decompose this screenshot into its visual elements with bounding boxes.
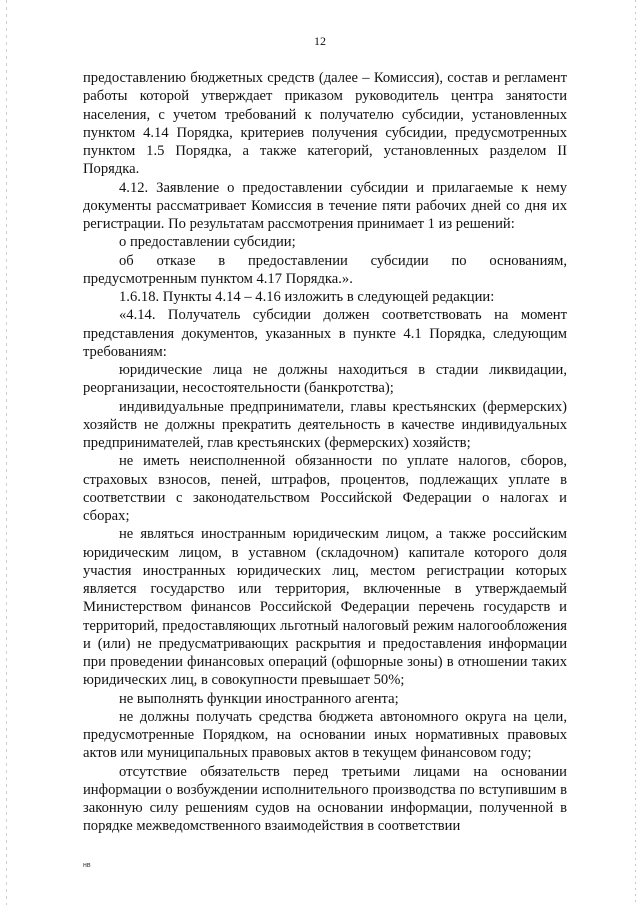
paragraph: предоставлению бюджетных средств (далее – Комиссия), состав и регламент работы которой утверждает приказом руководитель центра занятости населения, с учетом требований к получателю субсидии, установленных пунктом 4.14 Порядка, критериев получения субсидии, предусмотренных пунктом 1.5 Порядка, а также категорий, установленных разделом II Порядка. [83, 70, 567, 178]
paragraph: не должны получать средства бюджета автономного округа на цели, предусмотренные Порядком, на основании иных нормативных правовых актов или муниципальных правовых актов в текущем финансовом году; [83, 708, 567, 762]
document-body [83, 69, 567, 836]
paragraph: юридические лица не должны находиться в стадии ликвидации, реорганизации, несостоятельности (банкротства); [83, 362, 567, 397]
paragraph: не выполнять функции иностранного агента; [119, 690, 399, 707]
paragraph: индивидуальные предприниматели, главы крестьянских (фермерских) хозяйств не должны прекратить деятельность в качестве индивидуальных предпринимателей, глав крестьянских (фермерских) хозяйств; [83, 398, 567, 451]
paragraph: о предоставлении субсидии; [119, 234, 296, 251]
paragraph: 4.12. Заявление о предоставлении субсидии и прилагаемые к нему документы рассматривает Комиссия в течение пяти рабочих дней со дня их регистрации. По результатам рассмотрения принимает 1 из решений: [83, 179, 567, 232]
paragraph: не являться иностранным юридическим лицом, а также российским юридическим лицом, в уставном (складочном) капитале которого доля участия иностранных юридических лиц, местом регистрации которых является государство или территория, включенные в утверждаемый Министерством финансов Российской Федерации перечень государств и территорий, предоставляющих льготный налоговый режим налогообложения и (или) не предусматривающих раскрытия и предоставления информации при проведении финансовых операций (офшорные зоны) в отношении таких юридических лиц, в совокупности превышает 50%; [83, 526, 567, 689]
paragraph: «4.14. Получатель субсидии должен соответствовать на момент представления документов, указанных в пункте 4.1 Порядка, следующим требованиям: [83, 307, 567, 360]
paragraph: не иметь неисполненной обязанности по уплате налогов, сборов, страховых взносов, пеней, штрафов, процентов, подлежащих уплате в соответствии с законодательством Российской Федерации о налогах и сборах; [83, 453, 567, 524]
scan-edge-left [6, 0, 7, 905]
paragraph: об отказе в предоставлении субсидии по основаниям, предусмотренным пунктом 4.17 Порядка.». [83, 252, 567, 287]
scan-edge-right [635, 0, 636, 905]
paragraph: 1.6.18. Пункты 4.14 – 4.16 изложить в следующей редакции: [119, 289, 495, 305]
page-number: 12 [314, 34, 326, 48]
footer-initials: нв [83, 862, 91, 869]
paragraph: отсутствие обязательств перед третьими лицами на основании информации о возбуждении исполнительного производства по вступившим в законную силу решениям судов на основании информации, полученной в порядке межведомственного взаимодействия в соответствии [83, 763, 567, 835]
